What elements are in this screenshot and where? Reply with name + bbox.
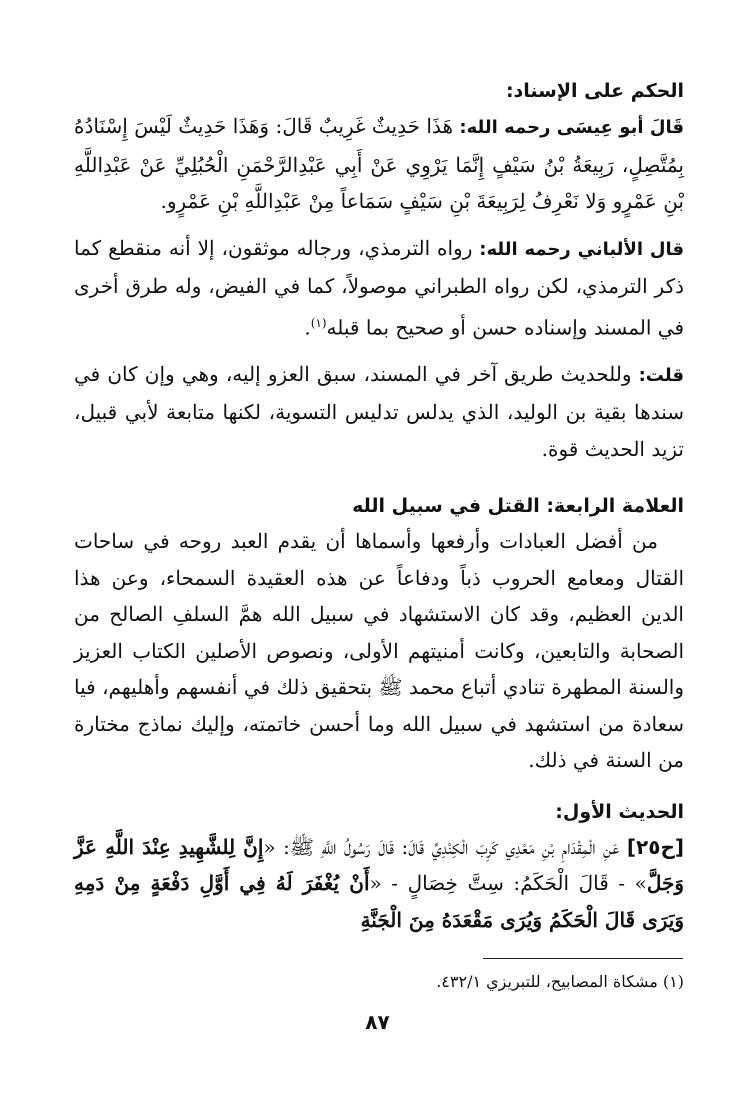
isnad-ruling-heading: الحكم على الإسناد:	[505, 80, 684, 102]
hadith-narration: عَنِ الْمِقْدَامِ بْنِ مَعْدِي كَرِبَ الْكِنْدِيِّ قَالَ: قَالَ رَسُولُ اللَّهِ ﷺ: «	[263, 834, 627, 859]
author-note-paragraph	[74, 356, 684, 468]
tirmidhi-paragraph	[74, 108, 684, 220]
footnote-number: (١)	[662, 972, 684, 991]
albani-paragraph	[74, 230, 684, 346]
footnote-text: مشكاة المصابيح، للتبريزي ٤٣٢/١.	[436, 972, 663, 991]
first-hadith-heading: الحديث الأول:	[555, 800, 684, 823]
albani-text: رواه الترمذي، ورجاله موثقون، إلا أنه منقطع كما ذكر الترمذي، لكن رواه الطبراني موصولاً، كما في الفيض، وله طرق أخرى في المسند وإسناده حسن أو صحيح بما قبله	[74, 235, 684, 340]
hadith-quote-2: أَنْ يُغْفَرَ لَهُ فِي أَوَّلِ دَفْعَةٍ مِنْ دَمِهِ وَيَرَى قَالَ الْحَكَمُ وَيُرَى مَقْعَدَهُ مِنَ الْجَنَّةِ	[74, 871, 684, 932]
footnote-divider	[483, 958, 683, 959]
page-body	[74, 76, 684, 938]
tirmidhi-lead: قَالَ أبو عِيسَى رحمه الله:	[459, 117, 684, 138]
fourth-sign-paragraph: من أفضل العبادات وأرفعها وأسماها أن يقدم العبد روحه في ساحات القتال ومعامع الحروب ذباً ودفاعاً عن هذه العقيدة السمحاء، وعن هذا الدين العظيم، وقد كان الاستشهاد في سبيل الله همَّ السلفِ الصالح من الصحابة والتابعين، وكانت أمنيتهم الأولى، ونصوص الأصلين الكتاب العزيز والسنة المطهرة تنادي أتباع محمد ﷺ بتحقيق ذلك في أنفسهم وأهليهم، فيا سعادة من استشهد في سبيل الله وما أحسن خاتمته، وإليك نماذج مختارة من السنة في ذلك.	[74, 529, 685, 773]
author-note-lead: قلت:	[638, 364, 684, 386]
hadith-number: [ح٢٥]	[626, 834, 684, 859]
footnote-reference: (١)	[310, 315, 327, 330]
page-number: ٨٧	[365, 1010, 390, 1034]
footnote	[74, 970, 684, 994]
fourth-sign-heading: العلامة الرابعة: القتل في سبيل الله	[352, 495, 684, 518]
albani-lead: قال الألباني رحمه الله:	[479, 238, 684, 260]
hadith-quote-1: إِنَّ لِلشَّهِيدِ عِنْدَ اللَّهِ عَزَّ وَجَلَّ	[74, 834, 684, 896]
hadith-middle: » - قَالَ الْحَكَمُ: سِتَّ خِصَالٍ - «	[369, 871, 647, 896]
tirmidhi-text: هَذَا حَدِيثٌ غَرِيبٌ قَالَ: وَهَذَا حَدِيثٌ لَيْسَ إِسْنَادُهُ بِمُتَّصِلٍ، رَبِيعَةُ بْنُ سَيْفٍ إِنَّمَا يَرْوِي عَنْ أَبِي عَبْدِالرَّحْمَنِ الْحُبُلِيِّ عَنْ عَبْدِاللَّهِ بْنِ عَمْرٍو وَلا نَعْرِفُ لِرَبِيعَةَ بْنِ سَيْفٍ سَمَاعاً مِنْ عَبْدِاللَّهِ بْنِ عَمْرٍو.	[74, 114, 684, 213]
author-note-text: وللحديث طريق آخر في المسند، سبق العزو إليه، وهي وإن كان في سندها بقية بن الوليد، الذي يدلس تدليس التسوية، لكنها متابعة لأبي قبيل، تزيد الحديث قوة.	[74, 361, 684, 461]
albani-end: .	[304, 315, 311, 340]
first-hadith-paragraph	[74, 829, 684, 939]
